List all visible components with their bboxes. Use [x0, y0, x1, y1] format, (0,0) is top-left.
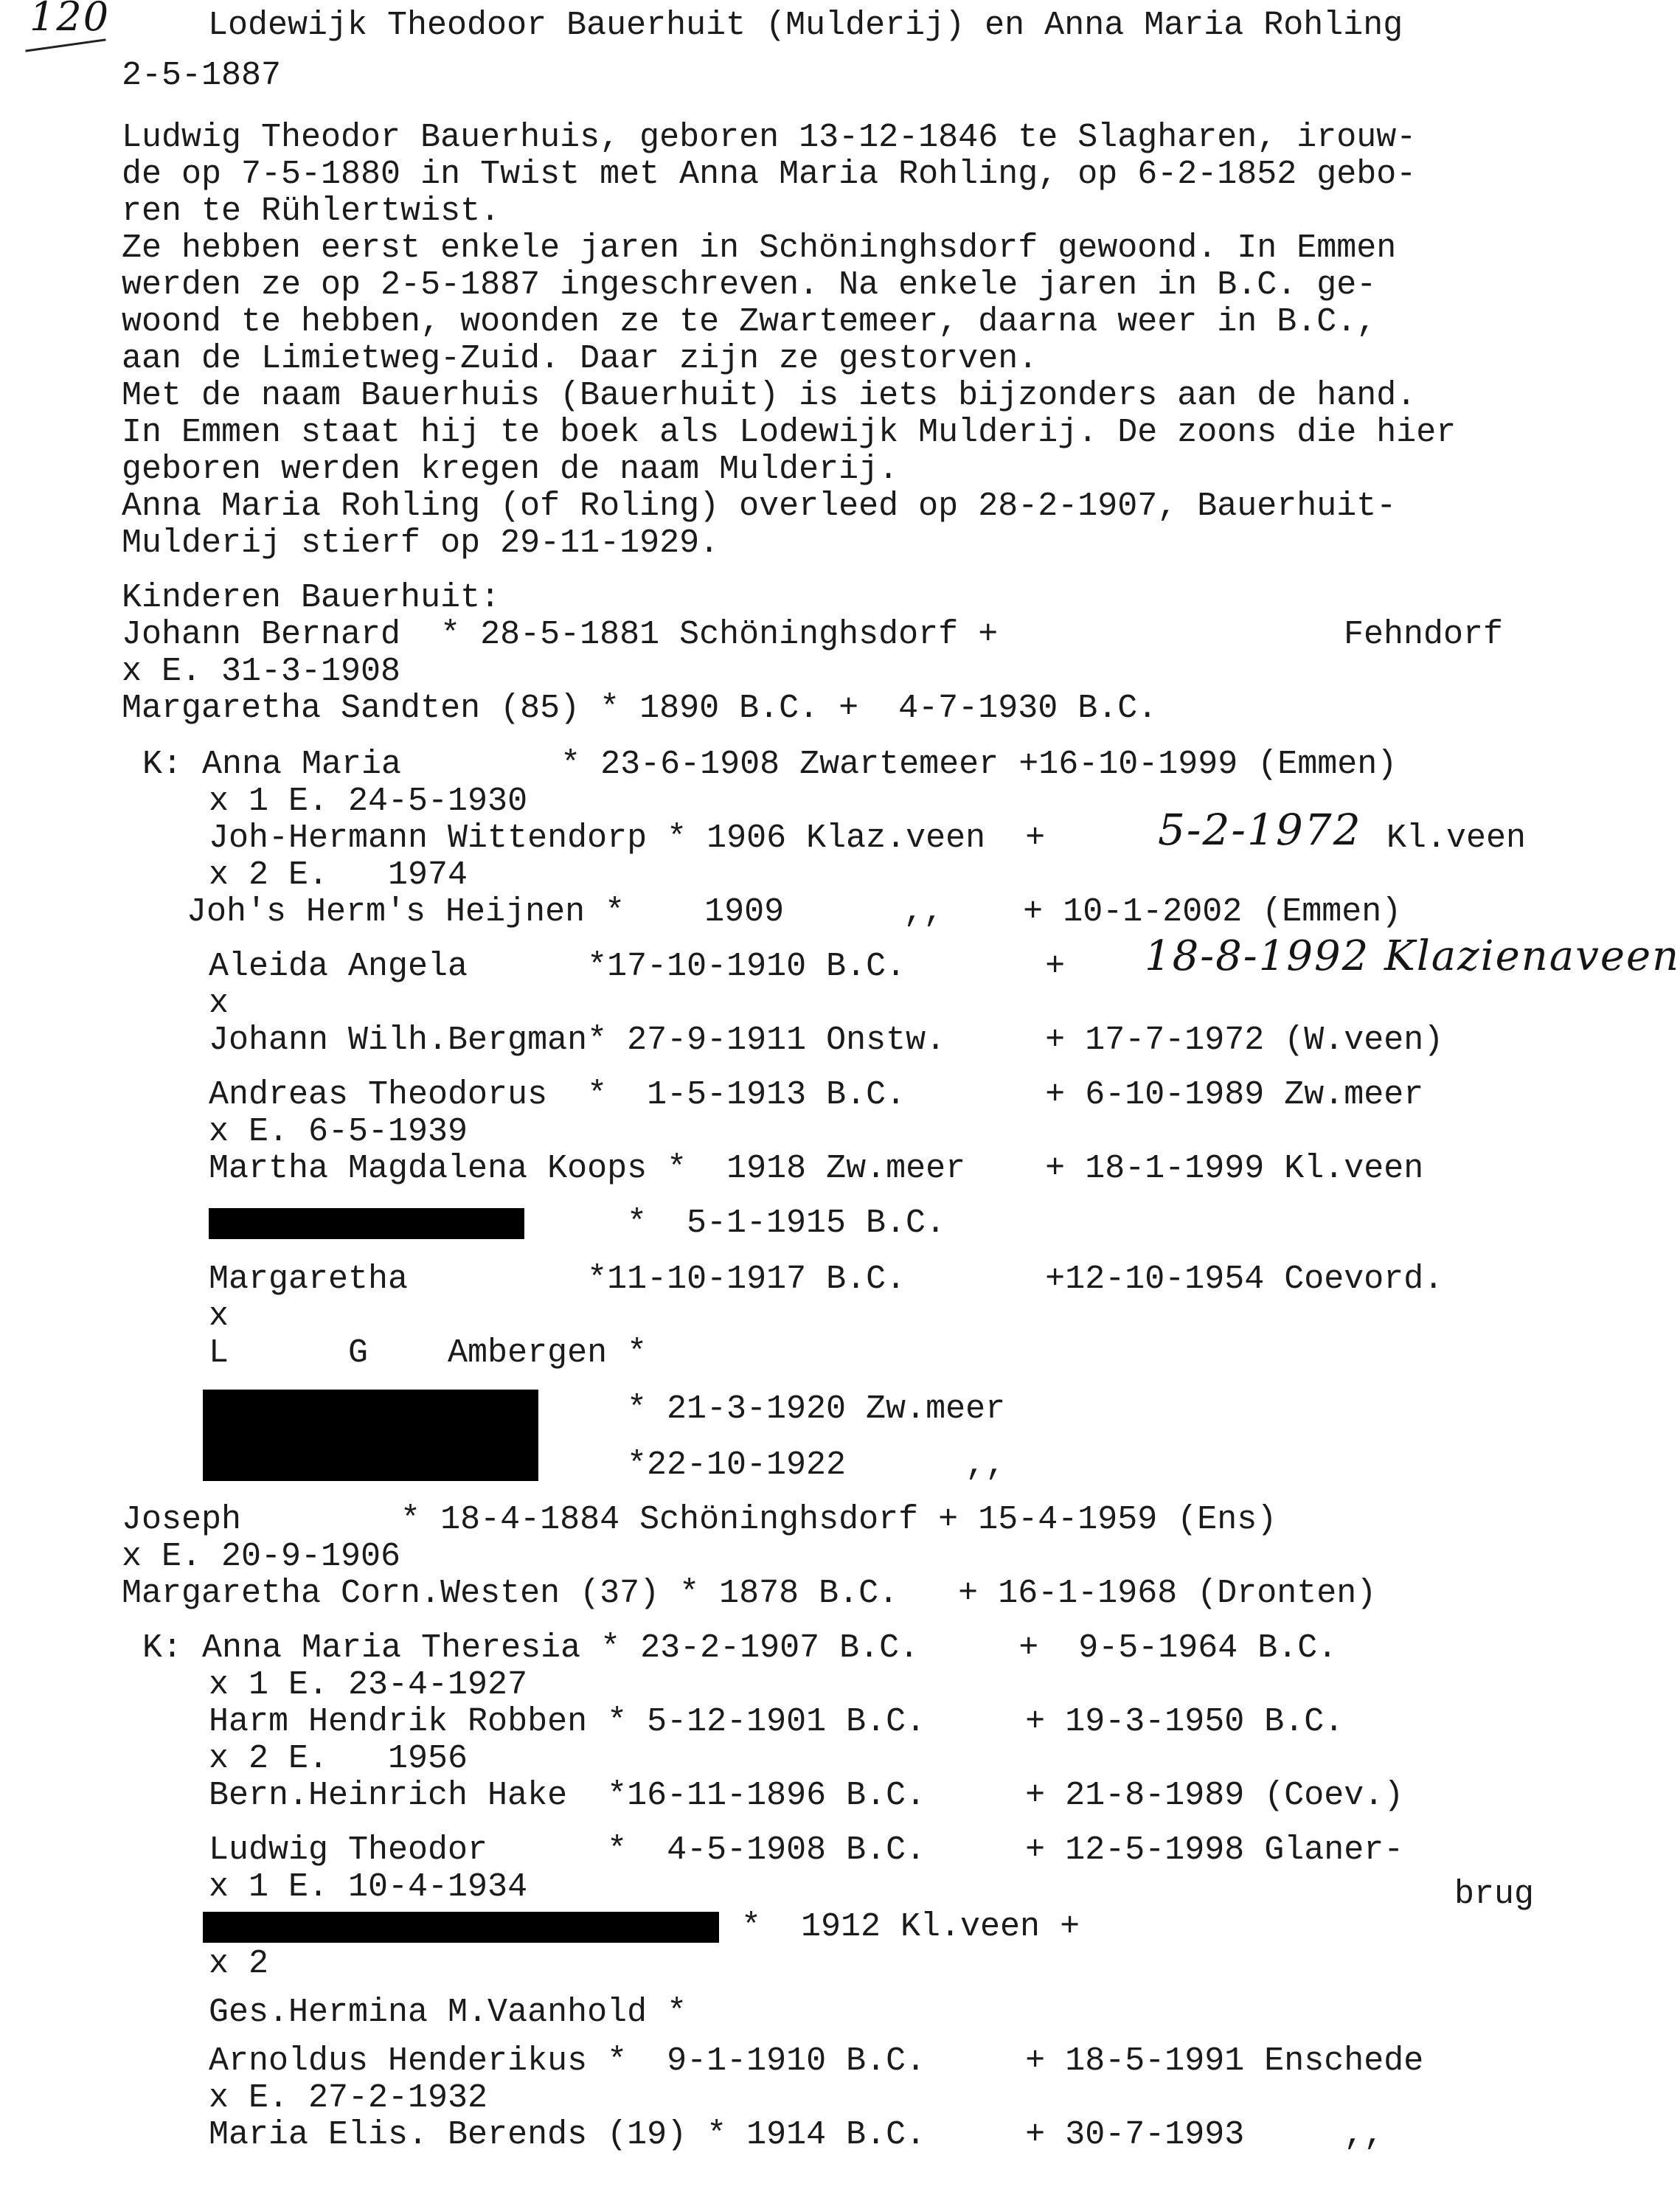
intro-line: In Emmen staat hij te boek als Lodewijk Mulderij. De zoons die hier	[122, 414, 1457, 451]
genealogy-line: * 1912 Kl.veen +	[741, 1908, 1080, 1946]
genealogy-line: x	[209, 1297, 229, 1335]
genealogy-line: x E. 27-2-1932	[209, 2079, 488, 2117]
genealogy-line: K: Anna Maria * 23-6-1908 Zwartemeer +16-10-1999 (Emmen)	[142, 746, 1398, 783]
genealogy-line: Bern.Heinrich Hake *16-11-1896 B.C. + 21-8-1989 (Coev.)	[209, 1777, 1404, 1814]
genealogy-line: Arnoldus Henderikus * 9-1-1910 B.C. + 18-5-1991 Enschede	[209, 2042, 1424, 2080]
genealogy-line: x 2	[209, 1945, 269, 1983]
intro-line: aan de Limietweg-Zuid. Daar zijn ze gestorven.	[122, 340, 1038, 378]
genealogy-line: Johann Bernard * 28-5-1881 Schöninghsdorf +	[122, 616, 999, 653]
genealogy-line: L G Ambergen *	[209, 1334, 648, 1372]
genealogy-line: x E. 6-5-1939	[209, 1113, 468, 1151]
intro-line: werden ze op 2-5-1887 ingeschreven. Na enkele jaren in B.C. ge-	[122, 266, 1377, 304]
handwritten-death-date: 5-2-1972	[1158, 805, 1362, 855]
intro-line: woond te hebben, woonden ze te Zwartemeer, daarna weer in B.C.,	[122, 303, 1377, 341]
document-title: Lodewijk Theodoor Bauerhuit (Mulderij) en Anna Maria Rohling	[208, 7, 1403, 44]
intro-line: Anna Maria Rohling (of Roling) overleed op 28-2-1907, Bauerhuit-	[122, 488, 1397, 525]
genealogy-line: Ludwig Theodor * 4-5-1908 B.C. + 12-5-1998 Glaner-	[209, 1831, 1404, 1869]
genealogy-line: x 1 E. 23-4-1927	[209, 1666, 528, 1704]
redaction-bar	[203, 1912, 719, 1943]
genealogy-line: Joh's Herm's Heijnen * 1909 ,, + 10-1-2002 (Emmen)	[187, 893, 1402, 931]
genealogy-line: Maria Elis. Berends (19) * 1914 B.C. + 30-7-1993 ,,	[209, 2116, 1384, 2154]
genealogy-line: x 1 E. 24-5-1930	[209, 783, 528, 820]
genealogy-line: * 21-3-1920 Zw.meer	[627, 1390, 1006, 1428]
intro-line: Ze hebben eerst enkele jaren in Schöninghsdorf gewoond. In Emmen	[122, 229, 1397, 267]
genealogy-line: * 5-1-1915 B.C.	[627, 1204, 946, 1242]
redaction-bar	[209, 1208, 524, 1239]
intro-line: geboren werden kregen de naam Mulderij.	[122, 451, 899, 488]
genealogy-line: Kl.veen	[1386, 819, 1527, 857]
genealogy-line: K: Anna Maria Theresia * 23-2-1907 B.C. + 9-5-1964 B.C.	[142, 1629, 1338, 1667]
genealogy-line: Margaretha *11-10-1917 B.C. +12-10-1954 Coevord.	[209, 1260, 1444, 1298]
genealogy-line: x 2 E. 1956	[209, 1740, 468, 1778]
genealogy-line: Aleida Angela *17-10-1910 B.C. +	[209, 948, 1066, 985]
children-heading: Kinderen Bauerhuit:	[122, 579, 501, 617]
genealogy-line: Andreas Theodorus * 1-5-1913 B.C. + 6-10-1989 Zw.meer	[209, 1076, 1424, 1114]
page-number: 120	[29, 0, 111, 40]
genealogy-line: brug	[1454, 1876, 1535, 1913]
intro-line: Met de naam Bauerhuis (Bauerhuit) is iets bijzonders aan de hand.	[122, 377, 1417, 415]
genealogy-line: Ges.Hermina M.Vaanhold *	[209, 1994, 687, 2031]
intro-line: Ludwig Theodor Bauerhuis, geboren 13-12-1846 te Slagharen, irouw-	[122, 119, 1417, 156]
genealogy-line: Margaretha Corn.Westen (37) * 1878 B.C. + 16-1-1968 (Dronten)	[122, 1575, 1377, 1612]
handwritten-death-date: 18-8-1992 Klazienaveen	[1145, 932, 1680, 980]
genealogy-line: x 1 E. 10-4-1934	[209, 1868, 528, 1906]
intro-line: Mulderij stierf op 29-11-1929.	[122, 524, 720, 562]
genealogy-line: Joh-Hermann Wittendorp * 1906 Klaz.veen +	[209, 819, 1046, 857]
genealogy-line: Margaretha Sandten (85) * 1890 B.C. + 4-7-1930 B.C.	[122, 690, 1158, 727]
genealogy-line: Harm Hendrik Robben * 5-12-1901 B.C. + 19-3-1950 B.C.	[209, 1703, 1344, 1741]
genealogy-line: x	[209, 985, 229, 1022]
genealogy-line: *22-10-1922 ,,	[627, 1446, 1006, 1484]
page-number-underline	[25, 38, 105, 52]
intro-line: ren te Rühlertwist.	[122, 193, 501, 230]
genealogy-line: x 2 E. 1974	[209, 856, 468, 894]
genealogy-line: Martha Magdalena Koops * 1918 Zw.meer + 18-1-1999 Kl.veen	[209, 1150, 1424, 1187]
genealogy-line: Fehndorf	[1344, 616, 1504, 653]
genealogy-line: x E. 31-3-1908	[122, 653, 401, 690]
document-date: 2-5-1887	[122, 57, 282, 94]
genealogy-line: Joseph * 18-4-1884 Schöninghsdorf + 15-4-1959 (Ens)	[122, 1501, 1277, 1539]
intro-line: de op 7-5-1880 in Twist met Anna Maria Rohling, op 6-2-1852 gebo-	[122, 156, 1417, 193]
genealogy-line: x E. 20-9-1906	[122, 1538, 401, 1575]
genealogy-line: Johann Wilh.Bergman* 27-9-1911 Onstw. + 17-7-1972 (W.veen)	[209, 1022, 1444, 1059]
redaction-bar	[203, 1390, 538, 1481]
